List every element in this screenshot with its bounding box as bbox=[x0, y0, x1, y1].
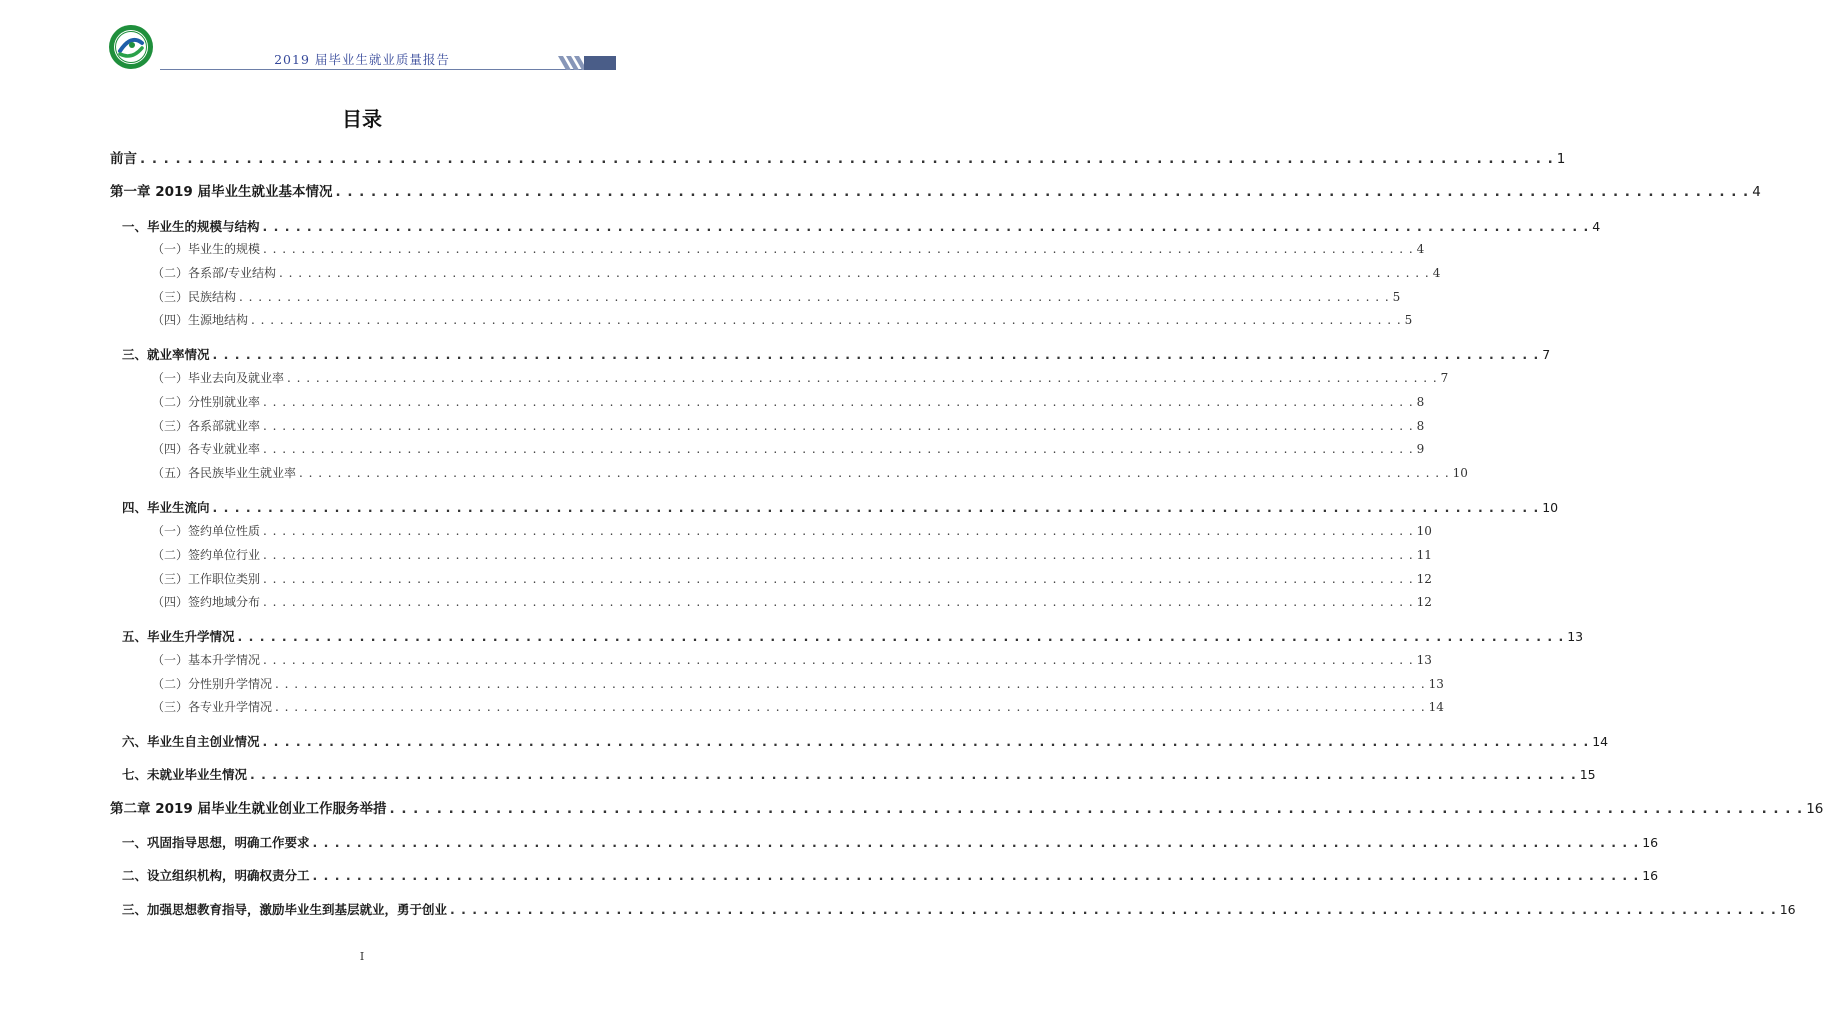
toc-entry-page: 12 bbox=[1416, 572, 1432, 586]
toc-entry-page: 5 bbox=[1404, 313, 1413, 327]
toc-dot-leader: . . . . . . . . . . . . . . . . . . . . . . . . . . . . . . . . . . . . . . . . . . . . . . . . . . . . . . . . . . . . . . . . . . . . . . . . . . . . . . . . . . . . . . . . . . . . . . . . . . . . . . . . . . . . . . . . . . . . . . . . bbox=[263, 442, 1414, 456]
toc-dot-leader: . . . . . . . . . . . . . . . . . . . . . . . . . . . . . . . . . . . . . . . . . . . . . . . . . . . . . . . . . . . . . . . . . . . . . . . . . . . . . . . . . . . . . . . . . . . . . . . . . . . . . . . . . . . . . . . . . . . . . . . . bbox=[251, 313, 1402, 327]
toc-entry-label: （三）民族结构 bbox=[152, 290, 237, 304]
toc-entry-label: 三、就业率情况 bbox=[122, 347, 210, 362]
toc-entry[interactable] bbox=[152, 698, 1444, 716]
toc-entry-page: 14 bbox=[1428, 700, 1444, 714]
toc-entry-label: （三）各系部就业率 bbox=[152, 419, 261, 433]
toc-entry-label: （二）签约单位行业 bbox=[152, 548, 261, 562]
toc-entry[interactable] bbox=[152, 311, 1413, 329]
toc-entry-label: 二、设立组织机构，明确权责分工 bbox=[122, 868, 310, 883]
toc-entry-label: （二）各系部/专业结构 bbox=[152, 266, 277, 280]
toc-dot-leader: . . . . . . . . . . . . . . . . . . . . . . . . . . . . . . . . . . . . . . . . . . . . . . . . . . . . . . . . . . . . . . . . . . . . . . . . . . . . . . . . . . . . . . . . . . . . . . . . . . . . . . . . . . . . . . . . . . . . . . . . bbox=[263, 242, 1414, 256]
toc-entry[interactable] bbox=[122, 218, 1601, 236]
toc-entry-label: （三）各专业升学情况 bbox=[152, 700, 273, 714]
toc-entry[interactable] bbox=[152, 570, 1432, 588]
toc-title: 目录 bbox=[342, 107, 382, 131]
toc-entry-label: （一）毕业生的规模 bbox=[152, 242, 261, 256]
toc-entry-label: 第二章 2019 届毕业生就业创业工作服务举措 bbox=[110, 801, 387, 817]
toc-entry-page: 7 bbox=[1542, 347, 1551, 362]
toc-entry[interactable] bbox=[152, 393, 1425, 411]
toc-dot-leader: . . . . . . . . . . . . . . . . . . . . . . . . . . . . . . . . . . . . . . . . . . . . . . . . . . . . . . . . . . . . . . . . . . . . . . . . . . . . . . . . . . . . . . . . . . . . . . . . . . . . . . . . . . . . . . . . . . . . . . . . bbox=[263, 595, 1414, 609]
toc-entry[interactable] bbox=[122, 346, 1551, 364]
toc-entry[interactable] bbox=[152, 522, 1432, 540]
toc-dot-leader: . . . . . . . . . . . . . . . . . . . . . . . . . . . . . . . . . . . . . . . . . . . . . . . . . . . . . . . . . . . . . . . . . . . . . . . . . . . . . . . . . . . . . . . . . . . . . . . . . . . . . . . . . . . . . . . . . . . . . . . . bbox=[263, 524, 1414, 538]
toc-entry-label: 五、毕业生升学情况 bbox=[122, 629, 235, 644]
toc-entry-page: 16 bbox=[1806, 801, 1823, 817]
toc-entry-label: 六、毕业生自主创业情况 bbox=[122, 734, 260, 749]
toc-entry[interactable] bbox=[122, 499, 1559, 517]
toc-entry[interactable] bbox=[110, 150, 1566, 168]
toc-entry[interactable] bbox=[152, 288, 1401, 306]
toc-entry-label: 三、加强思想教育指导，激励毕业生到基层就业，勇于创业 bbox=[122, 902, 448, 917]
toc-dot-leader: . . . . . . . . . . . . . . . . . . . . . . . . . . . . . . . . . . . . . . . . . . . . . . . . . . . . . . . . . . . . . . . . . . . . . . . . . . . . . . . . . . . . . . . . . . . . . . . . . . . . . . . . . . . . . . . . . . . . . . . . bbox=[239, 290, 1390, 304]
toc-entry-label: 第一章 2019 届毕业生就业基本情况 bbox=[110, 184, 333, 200]
toc-entry-page: 4 bbox=[1416, 242, 1425, 256]
toc-entry[interactable] bbox=[152, 440, 1425, 458]
toc-entry-page: 10 bbox=[1452, 466, 1468, 480]
toc-entry-page: 9 bbox=[1416, 442, 1425, 456]
toc-entry[interactable] bbox=[152, 264, 1441, 282]
toc-entry[interactable] bbox=[152, 369, 1449, 387]
toc-entry-page: 16 bbox=[1779, 902, 1796, 917]
toc-dot-leader: . . . . . . . . . . . . . . . . . . . . . . . . . . . . . . . . . . . . . . . . . . . . . . . . . . . . . . . . . . . . . . . . . . . . . . . . . . . . . . . . . . . . . . . . . . . . . . . . . . . . . . . . . . . . . . . . . . . . . . . . bbox=[335, 184, 1750, 200]
toc-entry-label: 前言 bbox=[110, 151, 137, 167]
toc-entry-label: （三）工作职位类别 bbox=[152, 572, 261, 586]
toc-entry-page: 16 bbox=[1642, 835, 1659, 850]
header-stripes-icon bbox=[558, 56, 616, 70]
toc-entry[interactable] bbox=[122, 834, 1659, 852]
toc-dot-leader: . . . . . . . . . . . . . . . . . . . . . . . . . . . . . . . . . . . . . . . . . . . . . . . . . . . . . . . . . . . . . . . . . . . . . . . . . . . . . . . . . . . . . . . . . . . . . . . . . . . . . . . . . . . . . . . . . . . . . . . . bbox=[275, 700, 1426, 714]
toc-dot-leader: . . . . . . . . . . . . . . . . . . . . . . . . . . . . . . . . . . . . . . . . . . . . . . . . . . . . . . . . . . . . . . . . . . . . . . . . . . . . . . . . . . . . . . . . . . . . . . . . . . . . . . . . . . . . . . . . . . . . . . . . bbox=[237, 629, 1565, 644]
toc-entry-page: 13 bbox=[1416, 653, 1432, 667]
toc-entry[interactable] bbox=[122, 867, 1659, 885]
toc-entry-label: （一）签约单位性质 bbox=[152, 524, 261, 538]
toc-entry-page: 1 bbox=[1556, 151, 1566, 167]
toc-entry-label: 七、未就业毕业生情况 bbox=[122, 767, 248, 782]
toc-dot-leader: . . . . . . . . . . . . . . . . . . . . . . . . . . . . . . . . . . . . . . . . . . . . . . . . . . . . . . . . . . . . . . . . . . . . . . . . . . . . . . . . . . . . . . . . . . . . . . . . . . . . . . . . . . . . . . . . . . . . . . . . bbox=[212, 500, 1540, 515]
toc-entry[interactable] bbox=[110, 800, 1823, 818]
toc-entry-page: 4 bbox=[1752, 184, 1761, 200]
toc-entry-page: 10 bbox=[1542, 500, 1559, 515]
toc-dot-leader: . . . . . . . . . . . . . . . . . . . . . . . . . . . . . . . . . . . . . . . . . . . . . . . . . . . . . . . . . . . . . . . . . . . . . . . . . . . . . . . . . . . . . . . . . . . . . . . . . . . . . . . . . . . . . . . . . . . . . . . . bbox=[299, 466, 1450, 480]
toc-entry[interactable] bbox=[152, 651, 1432, 669]
toc-entry-page: 16 bbox=[1642, 868, 1659, 883]
toc-entry-label: （四）各专业就业率 bbox=[152, 442, 261, 456]
toc-dot-leader: . . . . . . . . . . . . . . . . . . . . . . . . . . . . . . . . . . . . . . . . . . . . . . . . . . . . . . . . . . . . . . . . . . . . . . . . . . . . . . . . . . . . . . . . . . . . . . . . . . . . . . . . . . . . . . . . . . . . . . . . bbox=[450, 902, 1777, 917]
toc-entry-page: 7 bbox=[1440, 371, 1449, 385]
toc-dot-leader: . . . . . . . . . . . . . . . . . . . . . . . . . . . . . . . . . . . . . . . . . . . . . . . . . . . . . . . . . . . . . . . . . . . . . . . . . . . . . . . . . . . . . . . . . . . . . . . . . . . . . . . . . . . . . . . . . . . . . . . . bbox=[262, 219, 1590, 234]
toc-entry-page: 13 bbox=[1567, 629, 1584, 644]
toc-dot-leader: . . . . . . . . . . . . . . . . . . . . . . . . . . . . . . . . . . . . . . . . . . . . . . . . . . . . . . . . . . . . . . . . . . . . . . . . . . . . . . . . . . . . . . . . . . . . . . . . . . . . . . . . . . . . . . . . . . . . . . . . bbox=[140, 151, 1554, 167]
toc-dot-leader: . . . . . . . . . . . . . . . . . . . . . . . . . . . . . . . . . . . . . . . . . . . . . . . . . . . . . . . . . . . . . . . . . . . . . . . . . . . . . . . . . . . . . . . . . . . . . . . . . . . . . . . . . . . . . . . . . . . . . . . . bbox=[212, 347, 1540, 362]
toc-entry[interactable] bbox=[152, 417, 1425, 435]
toc-entry-label: （一）毕业去向及就业率 bbox=[152, 371, 285, 385]
toc-entry-page: 4 bbox=[1432, 266, 1441, 280]
toc-entry-label: 一、巩固指导思想，明确工作要求 bbox=[122, 835, 310, 850]
toc-entry-page: 12 bbox=[1416, 595, 1432, 609]
toc-entry-page: 8 bbox=[1416, 419, 1425, 433]
toc-entry-page: 15 bbox=[1579, 767, 1596, 782]
toc-entry-label: （二）分性别就业率 bbox=[152, 395, 261, 409]
toc-entry-label: 一、毕业生的规模与结构 bbox=[122, 219, 260, 234]
toc-entry[interactable] bbox=[122, 901, 1796, 919]
toc-entry[interactable] bbox=[152, 546, 1432, 564]
toc-entry-page: 4 bbox=[1592, 219, 1601, 234]
toc-entry[interactable] bbox=[110, 183, 1761, 201]
toc-entry[interactable] bbox=[152, 675, 1444, 693]
toc-entry-page: 14 bbox=[1592, 734, 1609, 749]
toc-entry-label: （四）签约地域分布 bbox=[152, 595, 261, 609]
toc-dot-leader: . . . . . . . . . . . . . . . . . . . . . . . . . . . . . . . . . . . . . . . . . . . . . . . . . . . . . . . . . . . . . . . . . . . . . . . . . . . . . . . . . . . . . . . . . . . . . . . . . . . . . . . . . . . . . . . . . . . . . . . . bbox=[312, 868, 1640, 883]
toc-dot-leader: . . . . . . . . . . . . . . . . . . . . . . . . . . . . . . . . . . . . . . . . . . . . . . . . . . . . . . . . . . . . . . . . . . . . . . . . . . . . . . . . . . . . . . . . . . . . . . . . . . . . . . . . . . . . . . . . . . . . . . . . bbox=[263, 395, 1414, 409]
toc-entry[interactable] bbox=[152, 593, 1432, 611]
toc-entry[interactable] bbox=[122, 733, 1609, 751]
toc-dot-leader: . . . . . . . . . . . . . . . . . . . . . . . . . . . . . . . . . . . . . . . . . . . . . . . . . . . . . . . . . . . . . . . . . . . . . . . . . . . . . . . . . . . . . . . . . . . . . . . . . . . . . . . . . . . . . . . . . . . . . . . . bbox=[262, 734, 1590, 749]
toc-dot-leader: . . . . . . . . . . . . . . . . . . . . . . . . . . . . . . . . . . . . . . . . . . . . . . . . . . . . . . . . . . . . . . . . . . . . . . . . . . . . . . . . . . . . . . . . . . . . . . . . . . . . . . . . . . . . . . . . . . . . . . . . bbox=[279, 266, 1430, 280]
toc-entry[interactable] bbox=[122, 766, 1596, 784]
toc-entry-page: 13 bbox=[1428, 677, 1444, 691]
toc-entry-label: （四）生源地结构 bbox=[152, 313, 249, 327]
toc-dot-leader: . . . . . . . . . . . . . . . . . . . . . . . . . . . . . . . . . . . . . . . . . . . . . . . . . . . . . . . . . . . . . . . . . . . . . . . . . . . . . . . . . . . . . . . . . . . . . . . . . . . . . . . . . . . . . . . . . . . . . . . . bbox=[263, 653, 1414, 667]
toc-dot-leader: . . . . . . . . . . . . . . . . . . . . . . . . . . . . . . . . . . . . . . . . . . . . . . . . . . . . . . . . . . . . . . . . . . . . . . . . . . . . . . . . . . . . . . . . . . . . . . . . . . . . . . . . . . . . . . . . . . . . . . . . bbox=[263, 419, 1414, 433]
toc-dot-leader: . . . . . . . . . . . . . . . . . . . . . . . . . . . . . . . . . . . . . . . . . . . . . . . . . . . . . . . . . . . . . . . . . . . . . . . . . . . . . . . . . . . . . . . . . . . . . . . . . . . . . . . . . . . . . . . . . . . . . . . . bbox=[389, 801, 1804, 817]
header-title: 2019 届毕业生就业质量报告 bbox=[274, 52, 450, 67]
toc-entry-label: （二）分性别升学情况 bbox=[152, 677, 273, 691]
toc-entry-label: （一）基本升学情况 bbox=[152, 653, 261, 667]
toc-entry[interactable] bbox=[122, 628, 1584, 646]
page-number: I bbox=[359, 950, 365, 963]
toc-entry-page: 8 bbox=[1416, 395, 1425, 409]
toc-entry-page: 5 bbox=[1392, 290, 1401, 304]
toc-entry-label: 四、毕业生流向 bbox=[122, 500, 210, 515]
toc-dot-leader: . . . . . . . . . . . . . . . . . . . . . . . . . . . . . . . . . . . . . . . . . . . . . . . . . . . . . . . . . . . . . . . . . . . . . . . . . . . . . . . . . . . . . . . . . . . . . . . . . . . . . . . . . . . . . . . . . . . . . . . . bbox=[275, 677, 1426, 691]
toc-dot-leader: . . . . . . . . . . . . . . . . . . . . . . . . . . . . . . . . . . . . . . . . . . . . . . . . . . . . . . . . . . . . . . . . . . . . . . . . . . . . . . . . . . . . . . . . . . . . . . . . . . . . . . . . . . . . . . . . . . . . . . . . bbox=[263, 572, 1414, 586]
toc-entry-label: （五）各民族毕业生就业率 bbox=[152, 466, 297, 480]
toc-dot-leader: . . . . . . . . . . . . . . . . . . . . . . . . . . . . . . . . . . . . . . . . . . . . . . . . . . . . . . . . . . . . . . . . . . . . . . . . . . . . . . . . . . . . . . . . . . . . . . . . . . . . . . . . . . . . . . . . . . . . . . . . bbox=[263, 548, 1414, 562]
toc-dot-leader: . . . . . . . . . . . . . . . . . . . . . . . . . . . . . . . . . . . . . . . . . . . . . . . . . . . . . . . . . . . . . . . . . . . . . . . . . . . . . . . . . . . . . . . . . . . . . . . . . . . . . . . . . . . . . . . . . . . . . . . . bbox=[312, 835, 1640, 850]
page-header bbox=[0, 0, 724, 80]
toc-entry-page: 10 bbox=[1416, 524, 1432, 538]
toc-entry[interactable] bbox=[152, 240, 1425, 258]
toc-dot-leader: . . . . . . . . . . . . . . . . . . . . . . . . . . . . . . . . . . . . . . . . . . . . . . . . . . . . . . . . . . . . . . . . . . . . . . . . . . . . . . . . . . . . . . . . . . . . . . . . . . . . . . . . . . . . . . . . . . . . . . . . bbox=[287, 371, 1438, 385]
toc-entry-page: 11 bbox=[1416, 548, 1432, 562]
toc-entry[interactable] bbox=[152, 464, 1468, 482]
toc-dot-leader: . . . . . . . . . . . . . . . . . . . . . . . . . . . . . . . . . . . . . . . . . . . . . . . . . . . . . . . . . . . . . . . . . . . . . . . . . . . . . . . . . . . . . . . . . . . . . . . . . . . . . . . . . . . . . . . . . . . . . . . . bbox=[250, 767, 1577, 782]
header-divider bbox=[160, 69, 615, 70]
